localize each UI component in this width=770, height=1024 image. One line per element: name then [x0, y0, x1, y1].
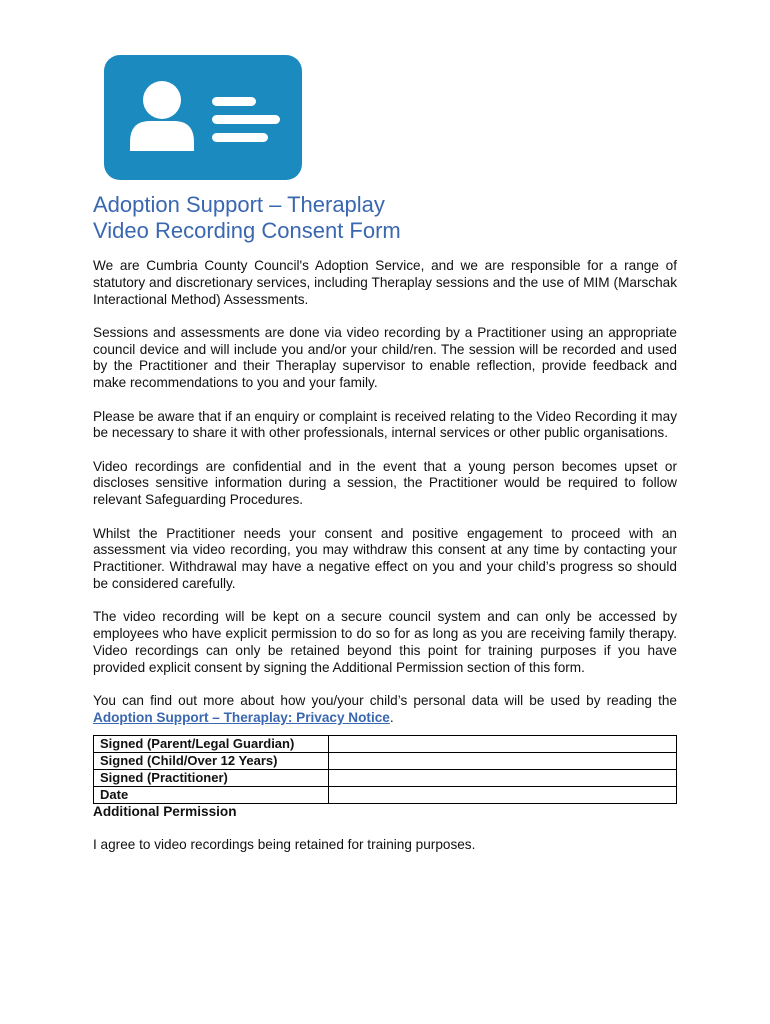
signature-label-practitioner: Signed (Practitioner): [94, 769, 329, 786]
text-line-icon: [212, 115, 280, 124]
signature-field-parent[interactable]: [329, 735, 677, 752]
signature-label-parent: Signed (Parent/Legal Guardian): [94, 735, 329, 752]
signature-row: [94, 769, 677, 786]
title-line-1: Adoption Support – Theraplay: [93, 192, 385, 217]
paragraph-sharing: Please be aware that if an enquiry or complaint is received relating to the Video Recording it may be necessary to share it with other professionals, internal services or other public organisations.: [93, 408, 677, 441]
paragraph-sessions: Sessions and assessments are done via video recording by a Practitioner using an appropriate council device and will include you and/or your child/ren. The session will be recorded and used by the Practitioner and their Theraplay supervisor to enable reflection, provide feedback and make recommendations to you and your family.: [93, 324, 677, 391]
text-line-icon: [212, 97, 256, 106]
privacy-text: You can find out more about how you/your child’s personal data will be used by reading the: [93, 692, 677, 708]
signature-field-child[interactable]: [329, 752, 677, 769]
signature-label-date: Date: [94, 786, 329, 803]
title-line-2: Video Recording Consent Form: [93, 218, 401, 243]
signature-field-practitioner[interactable]: [329, 769, 677, 786]
signature-label-child: Signed (Child/Over 12 Years): [94, 752, 329, 769]
person-head-icon: [143, 81, 181, 119]
signature-row: [94, 752, 677, 769]
signature-table: [93, 735, 677, 804]
privacy-text-end: .: [389, 709, 394, 725]
signature-field-date[interactable]: [329, 786, 677, 803]
privacy-notice-link[interactable]: Adoption Support – Theraplay: Privacy Notice: [93, 709, 390, 725]
additional-permission-heading: Additional Permission: [93, 803, 237, 819]
paragraph-privacy: [93, 693, 677, 727]
id-card-icon: [104, 55, 302, 180]
additional-permission-statement: I agree to video recordings being retained for training purposes.: [93, 836, 476, 852]
paragraph-confidentiality: Video recordings are confidential and in the event that a young person becomes upset or discloses sensitive information during a session, the Practitioner would be required to follow relevant Safeguarding Procedures.: [93, 458, 677, 508]
form-body: [93, 258, 677, 870]
page-title: [93, 192, 683, 244]
paragraph-intro: We are Cumbria County Council's Adoption Service, and we are responsible for a range of statutory and discretionary services, including Theraplay sessions and the use of MIM (Marschak Interactional Method) Assessments.: [93, 258, 677, 307]
signature-row: [94, 786, 677, 803]
paragraph-withdrawal: Whilst the Practitioner needs your consent and positive engagement to proceed with an assessment via video recording, you may withdraw this consent at any time by contacting your Practitioner. Withdrawal may have a negative effect on you and your child’s progress so should be considered carefully.: [93, 525, 677, 591]
text-line-icon: [212, 133, 268, 142]
paragraph-retention: The video recording will be kept on a secure council system and can only be accessed by employees who have explicit permission to do so for as long as you are receiving family therapy. Video recordings can only be retained beyond this point for training purposes if you have provided explicit consent by signing the Additional Permission section of this form.: [93, 609, 677, 675]
signature-row: [94, 735, 677, 752]
person-body-icon: [130, 121, 194, 151]
